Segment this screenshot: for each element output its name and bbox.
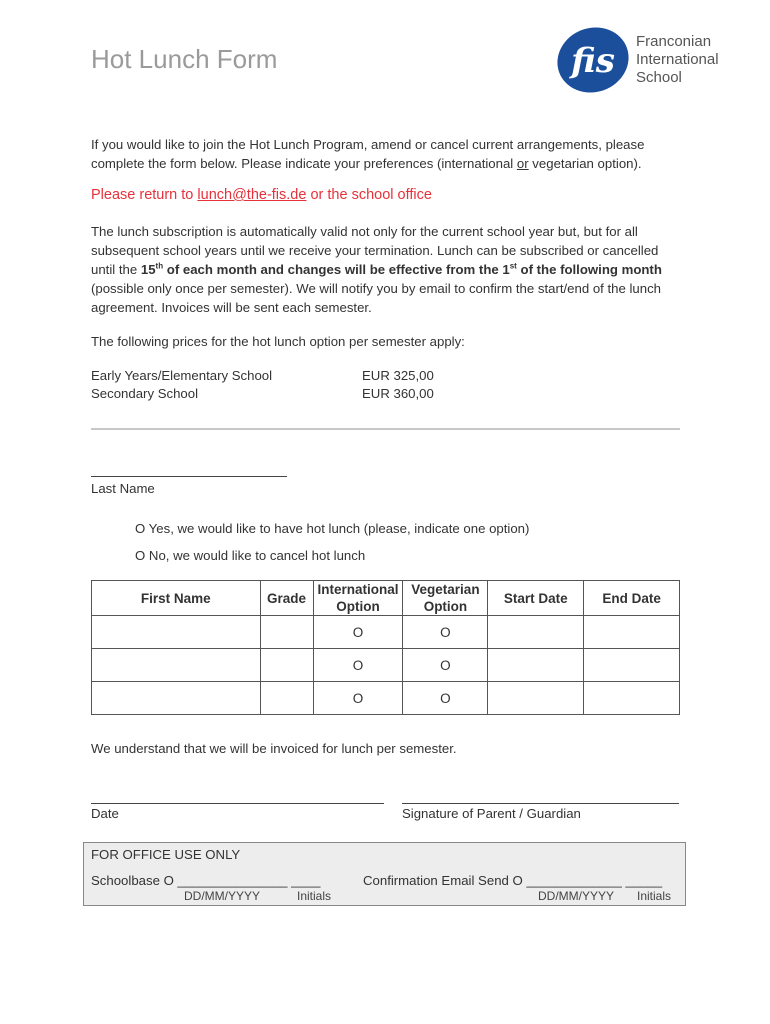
invoice-note: We understand that we will be invoiced for lunch per semester. (91, 741, 457, 756)
office-schoolbase[interactable]: Schoolbase O _______________ ____ (91, 873, 321, 888)
price-label-secondary: Secondary School (91, 386, 199, 401)
price-label-elementary: Early Years/Elementary School (91, 368, 273, 383)
line3-th: th (155, 261, 164, 271)
header-start-date: Start Date (488, 581, 584, 616)
logo-line-3: School (636, 69, 682, 86)
table-row (92, 616, 680, 649)
line3-st: st (509, 261, 517, 271)
last-name-label: Last Name (91, 481, 155, 496)
logo-line-1: Franconian (636, 33, 712, 50)
schoolbase-date-hint: DD/MM/YYYY (184, 889, 261, 903)
intro-line-1: If you would like to join the Hot Lunch Program, amend or cancel current arrangements, please (91, 137, 645, 152)
header-first-name: First Name (92, 581, 261, 616)
prices-intro: The following prices for the hot lunch option per semester apply: (91, 334, 465, 349)
subscription-line-4: (possible only once per semester). We will notify you by email to confirm the start/end of the lunch (91, 281, 662, 296)
return-note (91, 187, 432, 203)
page-title: Hot Lunch Form (91, 44, 278, 74)
logo-line-2: International (636, 51, 719, 68)
first-name-cell[interactable] (92, 649, 261, 682)
intro-or: or (516, 156, 529, 171)
table-row (92, 682, 680, 715)
international-option-cell[interactable]: O (313, 682, 403, 715)
return-prefix: Please return to (91, 187, 198, 203)
grade-cell[interactable] (260, 649, 313, 682)
header-international (313, 581, 403, 616)
header-international-2: Option (336, 599, 380, 614)
option-no[interactable]: O No, we would like to cancel hot lunch (135, 548, 366, 563)
grade-cell[interactable] (260, 682, 313, 715)
international-option-cell[interactable]: O (313, 649, 403, 682)
header-vegetarian (403, 581, 488, 616)
header-vegetarian-1: Vegetarian (411, 582, 480, 597)
price-value-elementary: EUR 325,00 (362, 368, 434, 383)
schoolbase-initials-hint: Initials (297, 889, 332, 903)
last-name-line[interactable] (91, 476, 287, 477)
end-date-cell[interactable] (584, 616, 680, 649)
international-option-cell[interactable]: O (313, 616, 403, 649)
office-title: FOR OFFICE USE ONLY (91, 847, 241, 862)
return-email-link[interactable]: lunch@the-fis.de (197, 187, 307, 203)
logo-monogram: fis (571, 41, 615, 81)
confirmation-initials-hint: Initials (637, 889, 672, 903)
end-date-cell[interactable] (584, 682, 680, 715)
grade-cell[interactable] (260, 616, 313, 649)
price-value-secondary: EUR 360,00 (362, 386, 434, 401)
logo-text (636, 33, 719, 87)
office-use-box (83, 842, 686, 906)
subscription-line-3 (91, 260, 662, 279)
subscription-line-1: The lunch subscription is automatically valid not only for the current school year but, but for all (91, 224, 638, 239)
first-name-cell[interactable] (92, 616, 261, 649)
subscription-line-2: subsequent school years until we receive your termination. Lunch can be subscribed or cancelled (91, 243, 659, 258)
signature-label: Signature of Parent / Guardian (402, 806, 581, 821)
subscription-line-5: agreement. Invoices will be sent each semester. (91, 300, 372, 315)
header-grade: Grade (260, 581, 313, 616)
header-vegetarian-2: Option (423, 599, 468, 614)
date-label: Date (91, 806, 119, 821)
option-yes[interactable]: O Yes, we would like to have hot lunch (please, indicate one option) (135, 521, 530, 536)
date-line[interactable] (91, 803, 384, 804)
first-name-cell[interactable] (92, 682, 261, 715)
start-date-cell[interactable] (488, 649, 584, 682)
return-suffix: or the school office (306, 187, 432, 203)
section-divider (91, 428, 680, 430)
vegetarian-option-cell[interactable]: O (403, 682, 488, 715)
office-confirmation[interactable]: Confirmation Email Send O _____________ _____ (363, 873, 663, 888)
header-end-date: End Date (584, 581, 680, 616)
subscription-paragraph (91, 222, 662, 317)
vegetarian-option-cell[interactable]: O (403, 649, 488, 682)
line3-b: of each month and changes will be effective from the (163, 262, 503, 277)
lunch-table (91, 580, 680, 715)
line3-c: of the following month (516, 262, 662, 277)
table-row (92, 649, 680, 682)
intro-text-end: vegetarian option). (528, 156, 642, 171)
end-date-cell[interactable] (584, 649, 680, 682)
line3-a: until the (91, 262, 141, 277)
header-international-1: International (317, 582, 399, 597)
start-date-cell[interactable] (488, 682, 584, 715)
start-date-cell[interactable] (488, 616, 584, 649)
intro-paragraph (91, 135, 644, 173)
line3-15: 15 (140, 262, 156, 277)
intro-line-2 (91, 154, 644, 173)
vegetarian-option-cell[interactable]: O (403, 616, 488, 649)
confirmation-date-hint: DD/MM/YYYY (538, 889, 615, 903)
intro-text: complete the form below. Please indicate your preferences (international (91, 156, 517, 171)
table-header-row (92, 581, 680, 616)
line3-1: 1 (502, 262, 510, 277)
